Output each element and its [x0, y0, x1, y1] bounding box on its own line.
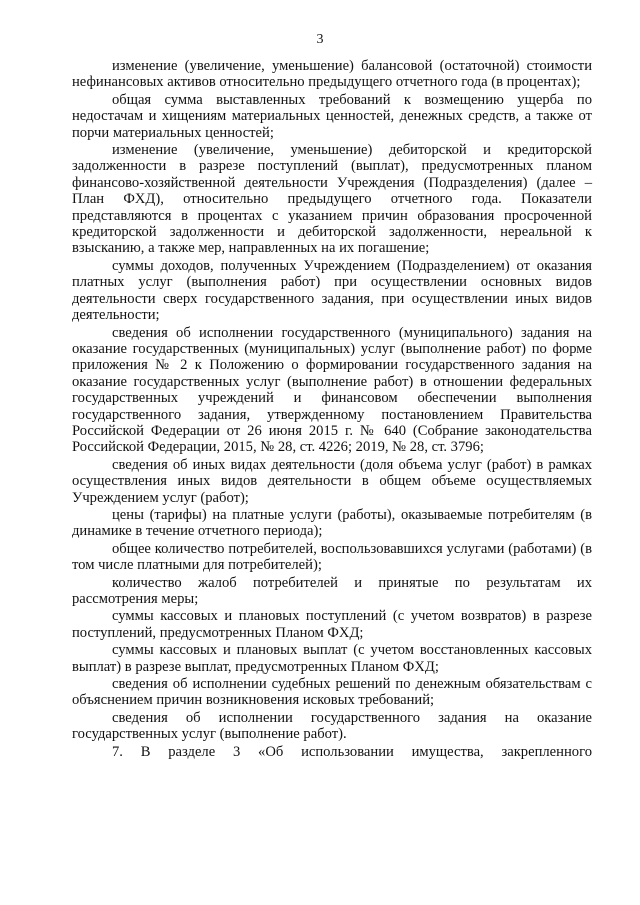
paragraph: сведения об исполнении судебных решений по денежным обязательствам с объяснением причин возникновения исковых требований; — [72, 676, 592, 709]
paragraph: сведения об исполнении государственного (муниципального) задания на оказание государственных (муниципальных) услуг (выполнение работ) по форме приложения № 2 к Положению о формировании государственного задания на оказание государственных услуг (выполнение работ) в отношении федеральных государственных учреждений и финансовом обеспечении выполнения государственного задания, утвержденному постановлением Правительства Российской Федерации от 26 июня 2015 г. № 640 (Собрание законодательства Российской Федерации, 2015, № 28, ст. 4226; 2019, № 28, ст. 3796; — [72, 324, 592, 456]
paragraph: суммы кассовых и плановых поступлений (с учетом возвратов) в разрезе поступлений, предусмотренных Планом ФХД; — [72, 608, 592, 641]
paragraph: изменение (увеличение, уменьшение) дебиторской и кредиторской задолженности в разрезе поступлений (выплат), предусмотренных планом финансово-хозяйственной деятельности Учреждения (Подразделения) (далее – План ФХД), относительно предыдущего отчетного года. Показатели представляются в процентах с указанием причин образования просроченной кредиторской задолженности и дебиторской задолженности, нереальной к взысканию, а также мер, направленных на их погашение; — [72, 142, 592, 257]
paragraph: сведения об исполнении государственного задания на оказание государственных услуг (выполнение работ). — [72, 709, 592, 743]
paragraph: общее количество потребителей, воспользовавшихся услугами (работами) (в том числе платными для потребителей); — [72, 540, 592, 574]
paragraph: цены (тарифы) на платные услуги (работы), оказываемые потребителям (в динамике в течение отчетного периода); — [72, 506, 592, 540]
paragraph: общая сумма выставленных требований к возмещению ущерба по недостачам и хищениям материальных ценностей, денежных средств, а также от порчи материальных ценностей; — [72, 91, 592, 141]
paragraph: изменение (увеличение, уменьшение) балансовой (остаточной) стоимости нефинансовых активов относительно предыдущего отчетного года (в процентах); — [72, 58, 592, 91]
paragraph: сведения об иных видах деятельности (доля объема услуг (работ) в рамках осуществления иных видов деятельности в общем объеме осуществляемых Учреждением услуг (работ); — [72, 456, 592, 506]
paragraph: суммы кассовых и плановых выплат (с учетом восстановленных кассовых выплат) в разрезе выплат, предусмотренных Планом ФХД; — [72, 642, 592, 675]
paragraph: суммы доходов, полученных Учреждением (Подразделением) от оказания платных услуг (выполнения работ) при осуществлении основных видов деятельности сверх государственного задания, при осуществлении иных видов деятельности; — [72, 257, 592, 324]
page-number: 3 — [316, 32, 324, 47]
section-7-paragraph: 7. В разделе 3 «Об использовании имущества, закрепленного — [112, 743, 592, 760]
paragraph: количество жалоб потребителей и принятые по результатам их рассмотрения меры; — [72, 574, 592, 607]
document-body — [72, 58, 592, 761]
